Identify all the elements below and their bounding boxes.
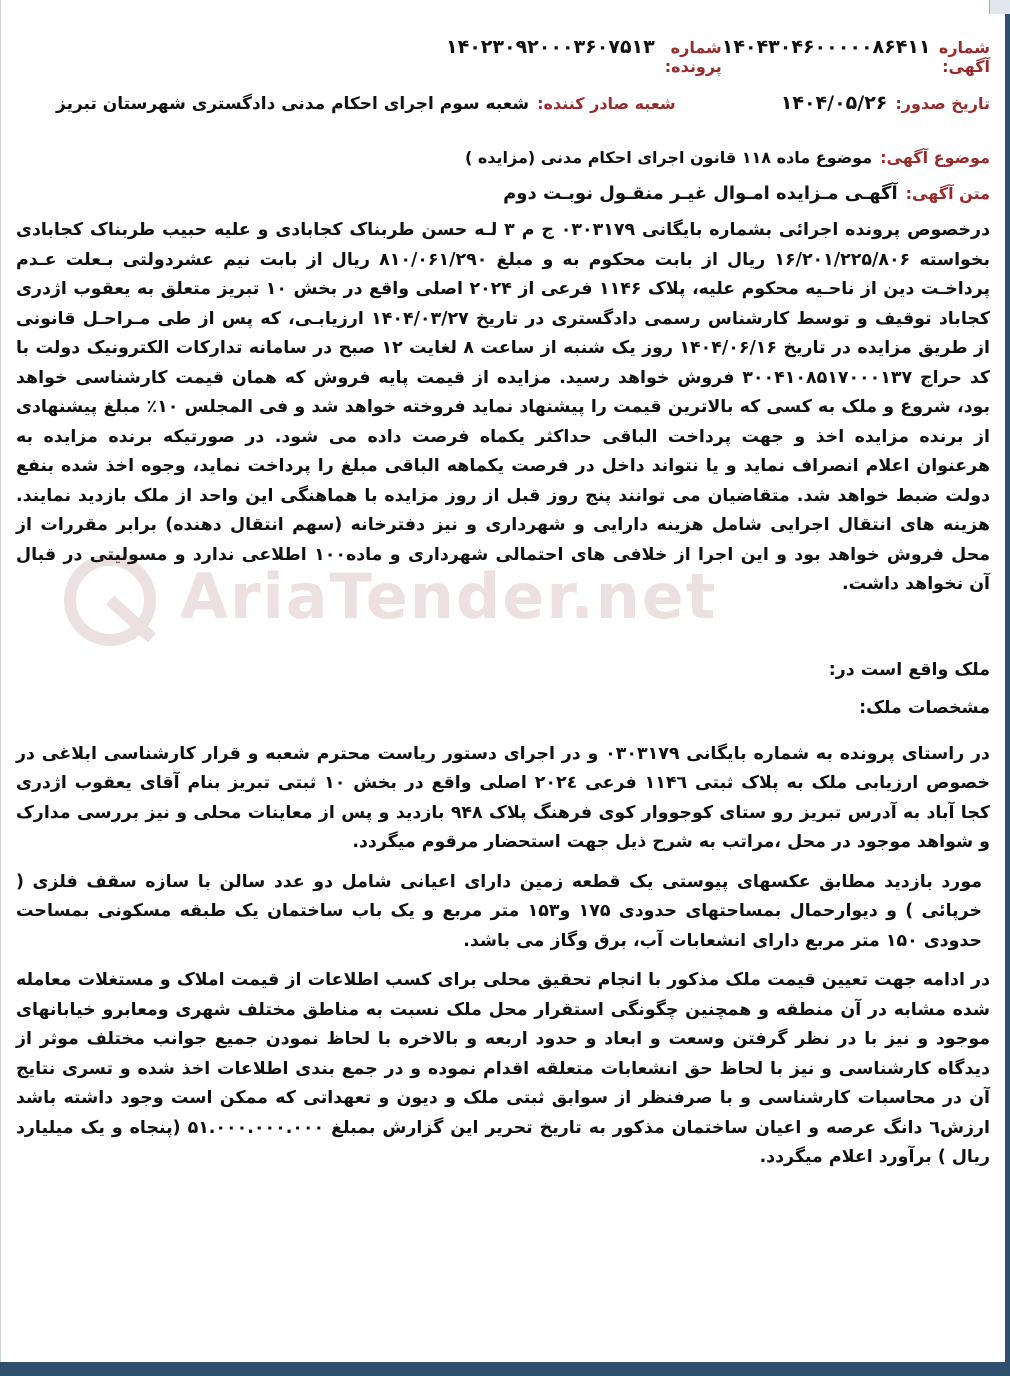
ad-number-label: شماره آگهی: (938, 38, 990, 76)
issuer-value: شعبه سوم اجرای احکام مدنی دادگستری شهرستان تبریز (56, 94, 530, 114)
valuation-paragraph: در ادامه جهت تعیین قیمت ملک مذکور با انجام تحقیق محلی برای کسب اطلاعات از قیمت املاک و مستغلات معامله شده مشابه در آن منطقه و همچنین چگونگی استقرار محل ملک نسبت به مناطق مختلف شهری ومعابرو خیابانهای موجود و نیز با در نظر گرفتن وسعت و ابعاد و حدود اربعه و بالاخره با لحاظ نمودن جمیع جوانب مختلف موثر از دیدگاه کارشناسی و نیز با لحاظ حق انشعابات متعلقه اقدام نموده و در جمع بندی اطلاعات اخذ شده و تسری نتایج آن در محاسبات کارشناسی و با صرفنظر از سوابق ثبتی ملک و دیون و تعهداتی که ممکن است وجود داشته باشد ارزش٦ دانگ عرصه و اعیان ساختمان مذکور به تاریخ تحریر این گزارش بمبلغ ۵۱.۰۰۰.۰۰۰.۰۰۰ (پنجاه و یک میلیارد ریال ) برآورد اعلام میگردد. (16, 970, 990, 1167)
header-row-numbers (16, 36, 990, 76)
issue-date-label: تاریخ صدور: (895, 94, 990, 113)
header-row-issue (16, 92, 990, 122)
case-number-field (446, 36, 722, 76)
subject-value: موضوع ماده ۱۱۸ قانون اجرای احکام مدنی (مزایده ) (464, 148, 873, 167)
case-number-value: ۱۴۰۲۳۰۹۲۰۰۰۳۶۰۷۵۱۳ (446, 36, 655, 58)
issuer-field (56, 94, 676, 114)
ad-text-line (16, 183, 990, 204)
issuer-label: شعبه صادر کننده: (537, 94, 676, 113)
issue-date-field (781, 92, 990, 114)
ad-text-title: آگهـی مـزایده امـوال غیـر منقـول نوبـت دوم (503, 183, 898, 204)
window-bottom-bar (0, 1362, 1010, 1376)
auction-paragraph: درخصوص پرونده اجرائی بشماره بایگانی ۰۳۰۳۱۷۹ ج م ۳ لـه حسن طربناک کجابادی و علیه حبیب طربناک کجابادی بخواسته ۱۶/۲۰۱/۲۲۵/۸۰۶ ریال از بابت محکوم به و مبلغ ۸۱۰/۰۶۱/۲۹۰ ریال از بابت نیم عشردولتی بـعلت عـدم پرداخـت دین از ناحـیه محکوم علیه، پلاک ۱۱۴۶ فرعی از ۲۰۲۴ اصلی واقع در بخش ۱۰ تبریز متعلق به یعقوب اژدری کجاباد توقیف و توسط کارشناس رسمی دادگستری در تاریخ ۱۴۰۴/۰۳/۲۷ ارزیابـی، که پس از طی مـراحـل قانونی از طریق مزایده در تاریخ ۱۴۰۴/۰۶/۱۶ روز یک شنبه از ساعت ۸ لغایت ۱۲ صبح در سامانه تدارکات الکترونیک دولت با کد حراج ۳۰۰۴۱۰۸۵۱۷۰۰۰۱۳۷ فروش خواهد رسید. مزایده از قیمت پایه فروش که همان قیمت کارشناسی خواهد بود، شروع و ملک به کسی که بالاترین قیمت را پیشنهاد نماید فروخته خواهد شد و فی المجلس ۱۰٪ مبلغ پیشنهادی از برنده مزایده اخذ و جهت پرداخت الباقی حداکثر یکماه فرصت داده می شود. در صورتیکه برنده مزایده به هرعنوان اعلام انصراف نماید و یا نتواند داخل در فرصت یکماهه الباقی مبلغ را پرداخت نماید، وجوه اخذ شده بنفع دولت ضبط خواهد شد. متقاضیان می توانند پنج روز قبل از روز مزایده با هماهنگی این واحد از ملک بازدید نمایند. هزینه های انتقال اجرایی شامل هزینه دارایی و شهرداری و نیز دفترخانه (سهم انتقال دهنده) برابر مقررات از محل فروش خواهد بود و این اجرا از خلافی های احتمالی شهرداری و ماده۱۰۰ اطلاعی ندارد و مسولیتی در قبال آن نخواهد داشت. (16, 220, 991, 594)
window-corner (989, 0, 1010, 14)
ad-number-value: ۱۴۰۴۳۰۴۶۰۰۰۰۰۸۶۴۱۱ (721, 36, 931, 58)
property-appraisal-paragraph: در راستای پرونده به شماره بایگانی ۰۳۰۳۱۷۹ و در اجرای دستور ریاست محترم شعبه و قرار کارشناسی ابلاغی در خصوص ارزیابی ملک به پلاک ثبتی ۱۱۴٦ فرعی ۲۰۲٤ اصلی واقع در بخش ۱۰ ثبتی تبریز بنام آقای یعقوب اژدری کجا آباد به آدرس تبریز رو ستای کوجووار کوی فرهنگ پلاک ۹۴۸ بازدید و پس از معاینات محلی و نیز بررسی مدارک و شواهد موجود در محل ،مراتب به شرح ذیل جهت استحضار مرقوم میگردد. (16, 743, 990, 852)
ad-text-label: متن آگهی: (905, 184, 990, 203)
ad-document (16, 36, 990, 1173)
ad-number-field (722, 36, 990, 76)
subject-line (16, 148, 990, 167)
spec-heading: مشخصات ملک: (859, 697, 990, 718)
issue-date-value: ۱۴۰۴/۰۵/۲۶ (780, 92, 888, 114)
property-description-paragraph: مورد بازدید مطابق عکسهای پیوستی یک قطعه زمین دارای اعیانی شامل دو عدد سالن با سازه سقف فلزی ( خرپائی ) و دیوارحمال بمساحتهای حدودی ۱۷۵ و۱۵۳ متر مربع و یک باب ساختمان یک طبقه مسکونی بمساحت حدودی ۱۵۰ متر مربع دارای انشعابات آب، برق وگاز می باشد. (16, 871, 982, 951)
subject-label: موضوع آگهی: (880, 148, 990, 167)
case-number-label: شماره پرونده: (664, 38, 722, 76)
location-heading: ملک واقع است در: (828, 659, 990, 680)
